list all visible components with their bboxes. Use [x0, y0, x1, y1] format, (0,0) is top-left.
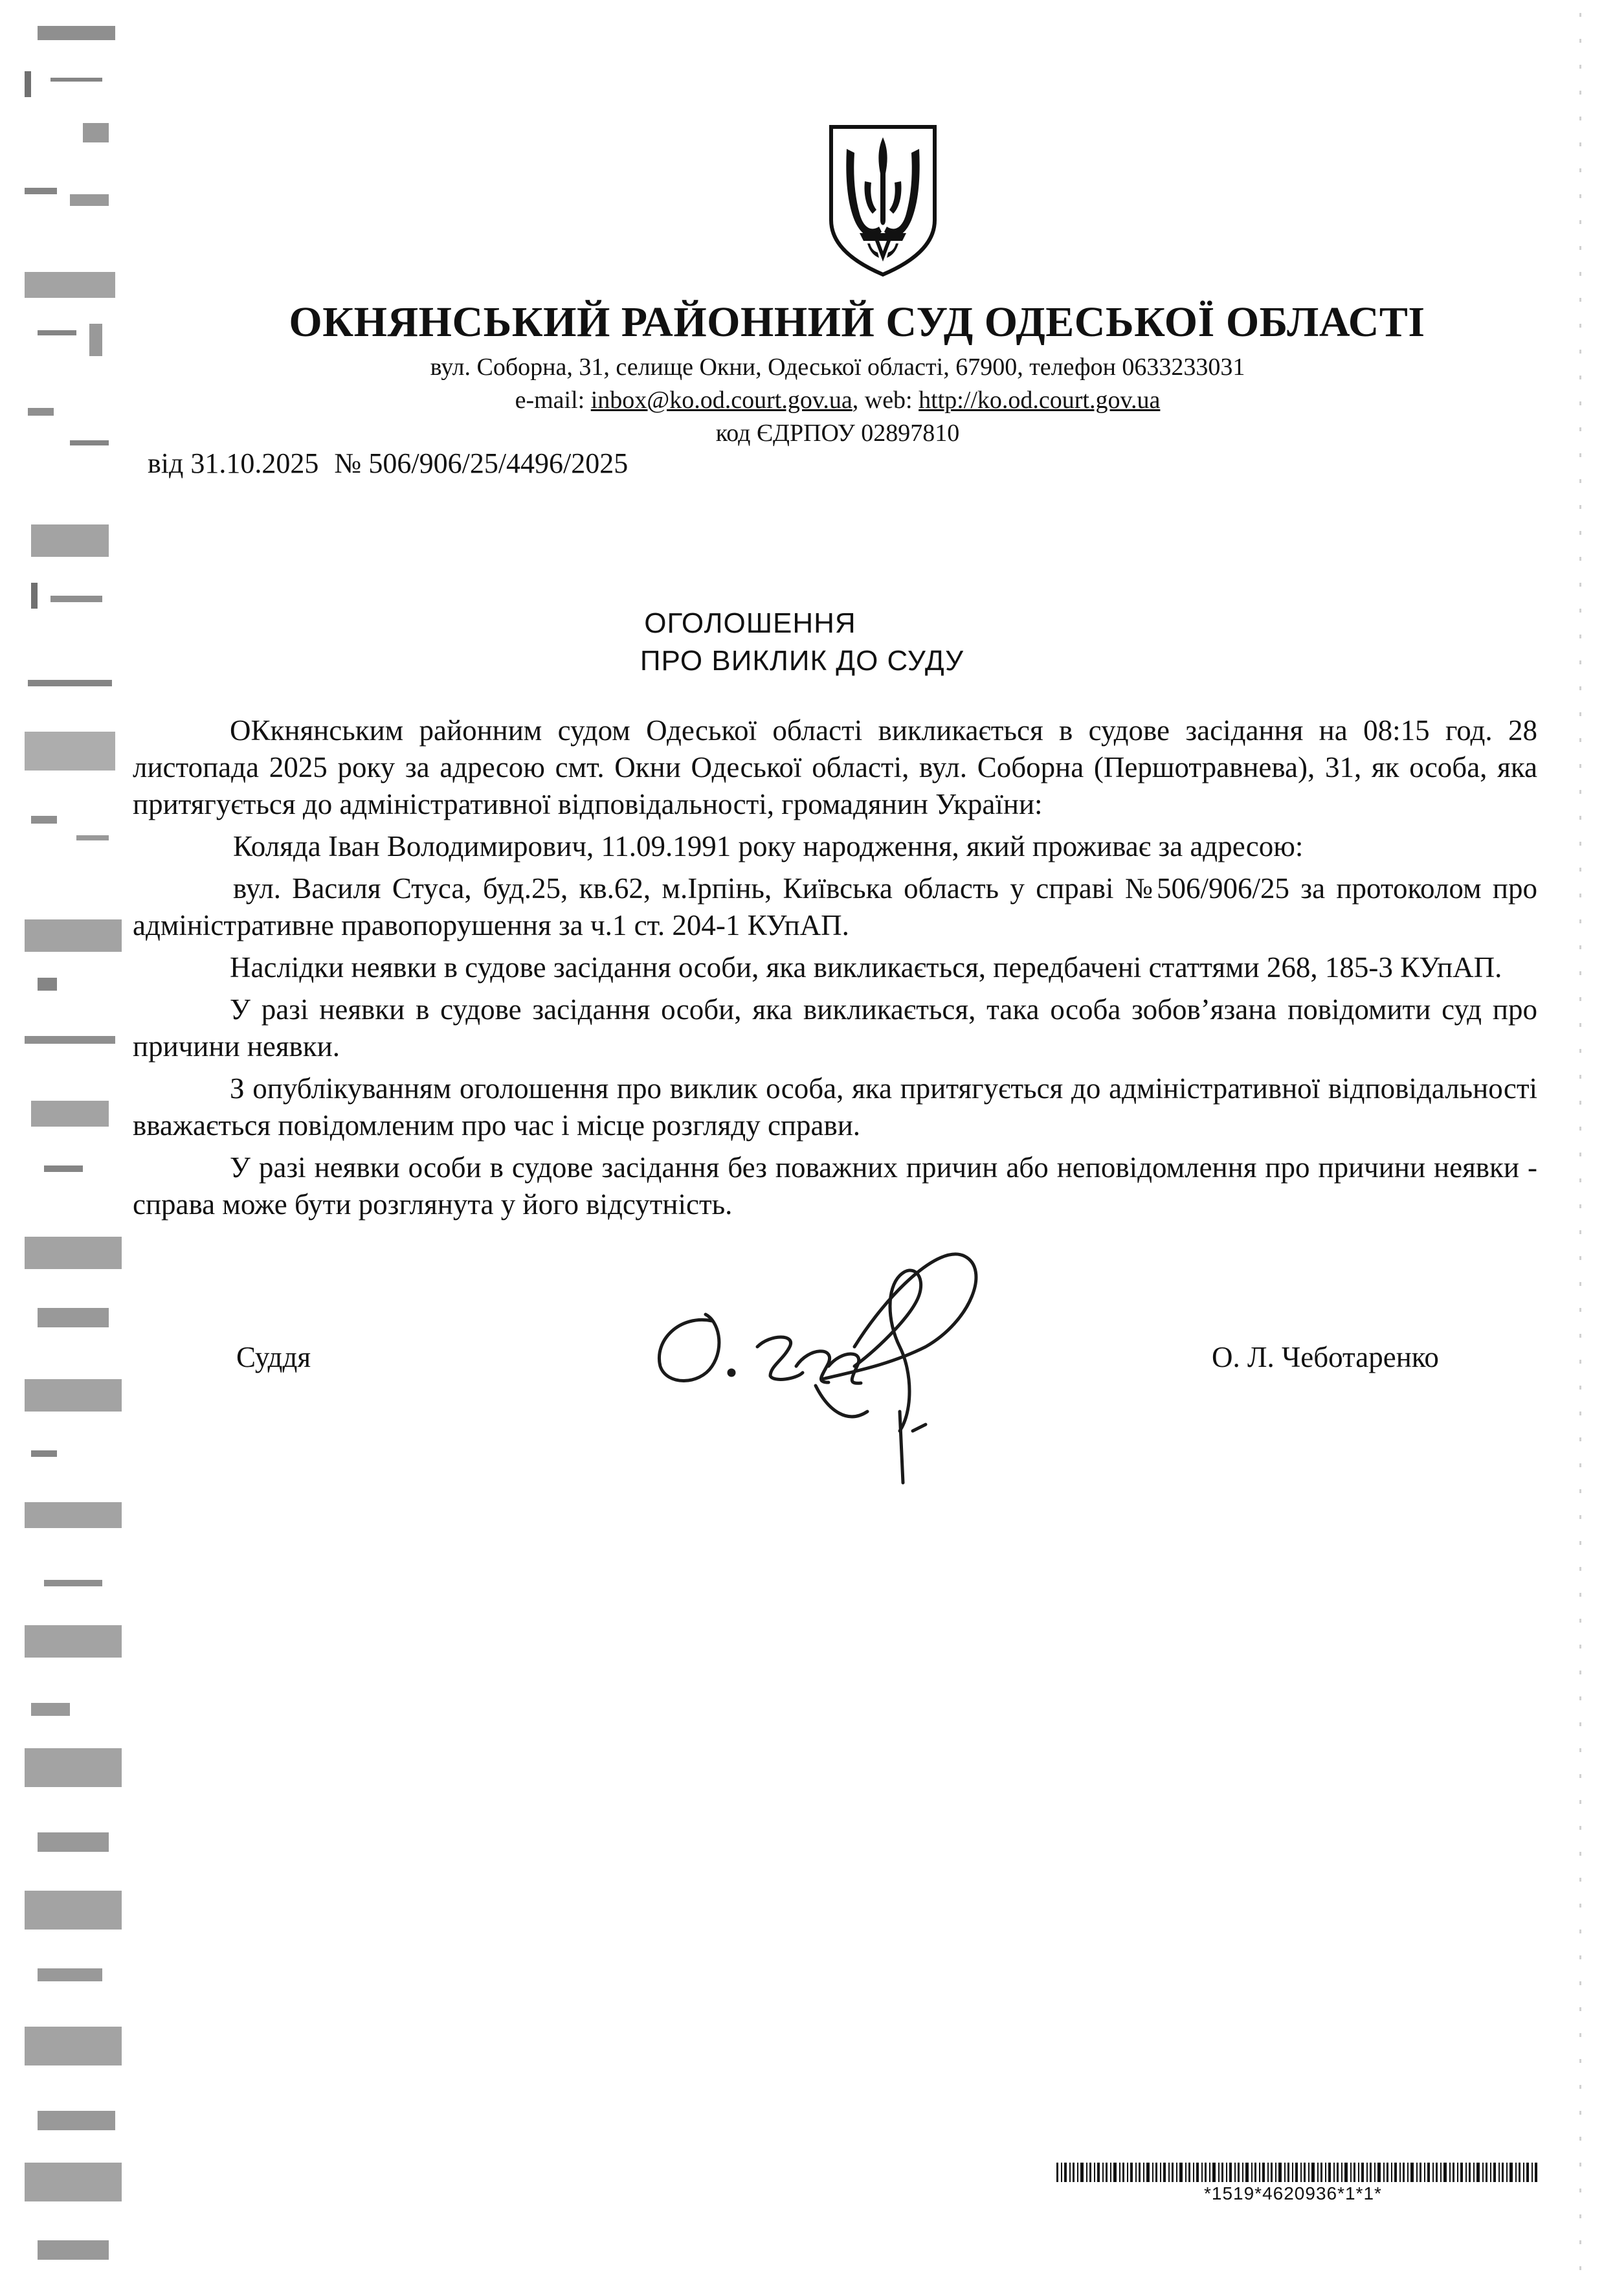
judge-role: Суддя [236, 1341, 311, 1373]
court-edrpou: код ЄДРПОУ 02897810 [715, 420, 960, 447]
handwritten-signature [641, 1217, 1003, 1502]
body-paragraph-3: вул. Василя Стуса, буд.25, кв.62, м.Ірпінь, Київська область у справі №506/906/25 за протоколом про адміністративне правопорушення за ч.1 ст. 204-1 КУпАП. [133, 872, 1537, 941]
ukraine-trident-emblem-icon [827, 123, 939, 278]
announcement-title: ОГОЛОШЕННЯ [644, 607, 856, 639]
body-paragraph-4: Наслідки неявки в судове засідання особи, яка викликається, передбачені статтями 268, 185-3 КУпАП. [230, 951, 1502, 984]
web-link[interactable]: http://ko.od.court.gov.ua [919, 387, 1161, 414]
announcement-body [133, 712, 1537, 1228]
body-paragraph-2: Коляда Іван Володимирович, 11.09.1991 року народження, який проживає за адресою: [233, 830, 1304, 862]
web-prefix: , web: [852, 387, 919, 414]
judge-name: О. Л. Чеботаренко [1212, 1341, 1439, 1373]
body-paragraph-5: У разі неявки в судове засідання особи, яка викликається, така особа зобов’язана повідомити суд про причини неявки. [133, 993, 1537, 1063]
barcode [1056, 2163, 1539, 2182]
announcement-subtitle: ПРО ВИКЛИК ДО СУДУ [640, 645, 964, 677]
court-address: вул. Соборна, 31, селище Окни, Одеської області, 67900, телефон 0633233031 [430, 354, 1245, 381]
court-name: ОКНЯНСЬКИЙ РАЙОННИЙ СУД ОДЕСЬКОЇ ОБЛАСТІ [289, 298, 1425, 346]
email-prefix: e-mail: [515, 387, 591, 414]
body-paragraph-7: У разі неявки особи в судове засідання без поважних причин або неповідомлення про причини неявки - справа може бути розглянута у його відсутність. [133, 1151, 1537, 1221]
email-link[interactable]: inbox@ko.od.court.gov.ua [590, 387, 852, 414]
reference-line [148, 447, 643, 480]
body-paragraph-6: З опублікуванням оголошення про виклик особа, яка притягується до адміністративної відповідальності вважається повідомленим про час і місце розгляду справи. [133, 1072, 1537, 1142]
reference-number: № 506/906/25/4496/2025 [334, 447, 629, 479]
barcode-text: *1519*4620936*1*1* [1204, 2183, 1382, 2203]
body-paragraph-1: ОКкнянським районним судом Одеської області викликається в судове засідання на 08:15 год. 28 листопада 2025 року за адресою смт. Окни Одеської області, вул. Соборна (Першотравнева), 31, як особа, яка притягується до адміністративної відповідальності, громадянин України: [133, 714, 1537, 820]
court-contacts [0, 386, 1604, 414]
reference-date: від 31.10.2025 [148, 447, 319, 479]
